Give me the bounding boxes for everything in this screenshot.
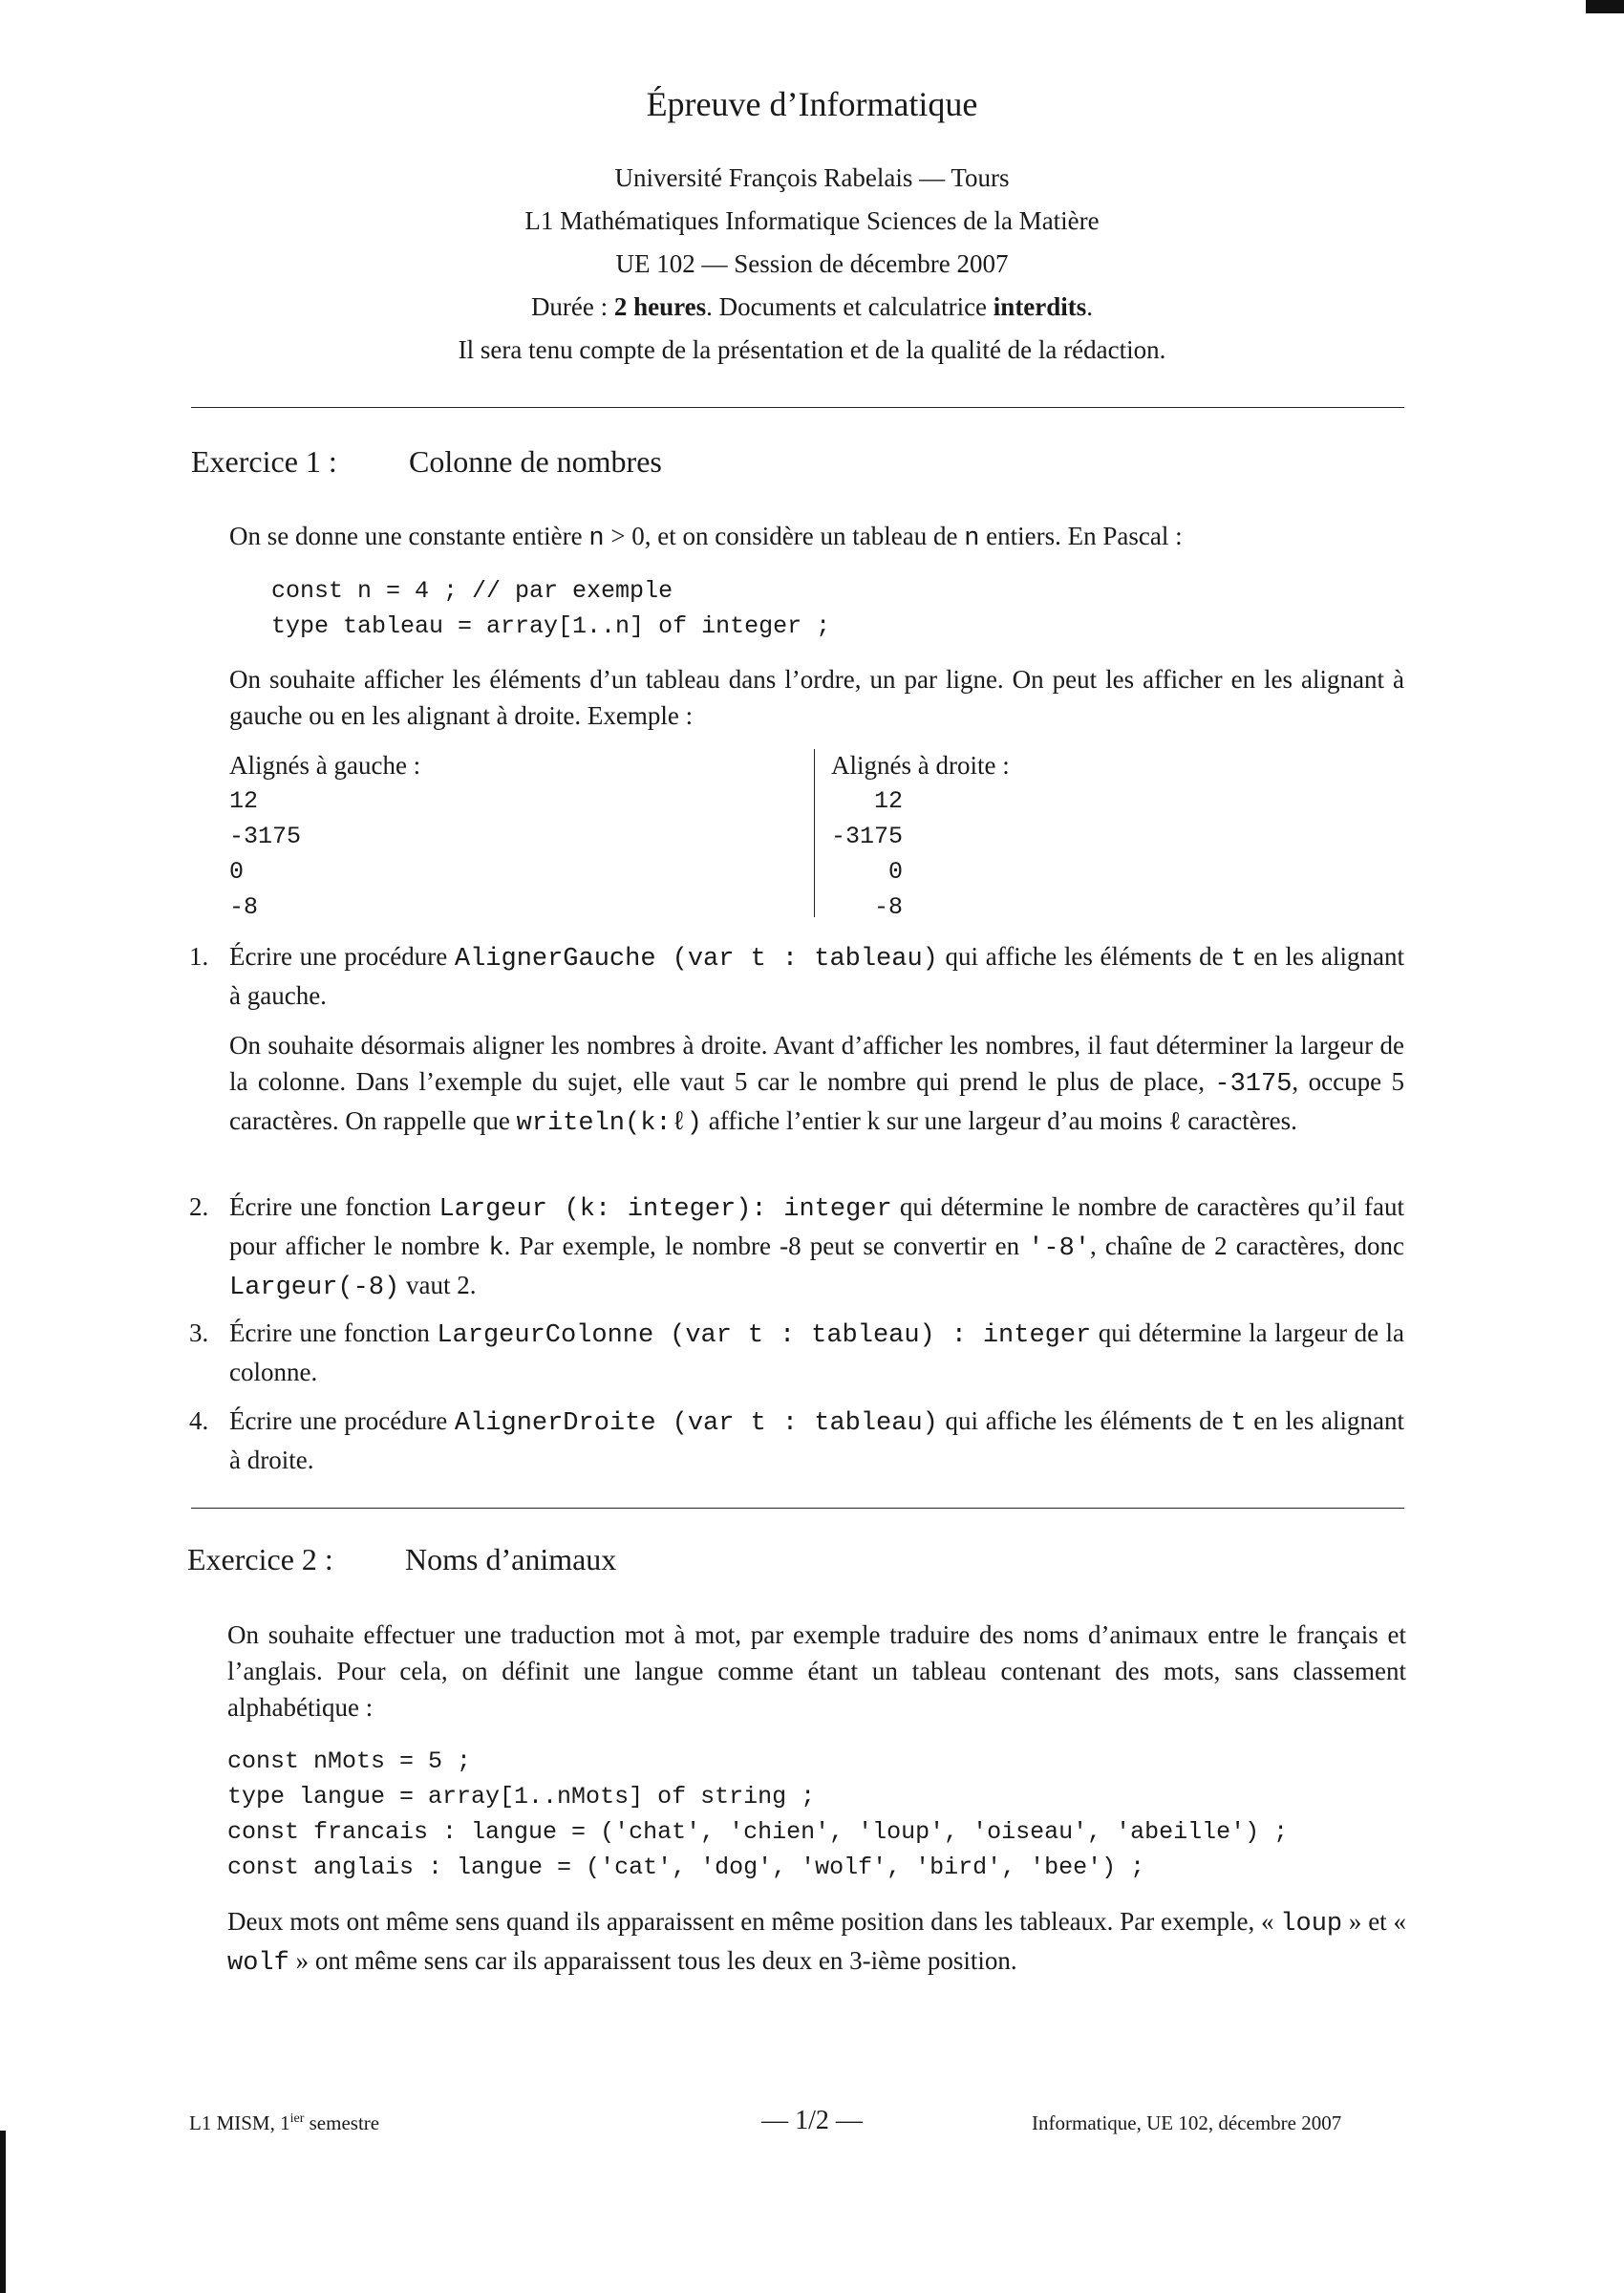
page-number: — 1/2 — [761,2106,863,2135]
question-4: 4. Écrire une procédure AlignerDroite (var t : tableau) qui affiche les éléments de t en les alignant à droite. [189,1406,1404,1474]
footer-left: L1 MISM, $1^{ier}$ semestre [189,2111,380,2134]
exercise-2-heading [187,1542,616,1577]
program-line: L1 Mathématiques Informatique Sciences de la Matière [524,206,1100,235]
exercise-1-number: Exercice 1 : [191,444,337,479]
exam-header [0,84,1624,372]
footer-right: Informatique, UE 102, décembre 2007 [1032,2111,1342,2134]
exercise-1-title: Colonne de nombres [409,444,662,479]
left-aligned-label: Alignés à gauche : [229,751,421,780]
exercise-2-number: Exercice 2 : [187,1542,333,1576]
session-line: UE 102 — Session de décembre 2007 [615,249,1009,278]
duration-line: Durée : 2 heures. Documents et calculatrice interdits. [530,292,1094,321]
separator-rule [191,407,1404,408]
right-aligned-example [831,747,1010,925]
exercise-1-heading [191,444,662,480]
exercise-1-display-text: On souhaite afficher les éléments d’un tableau dans l’ordre, un par ligne. On peut les afficher en les alignant à gauche ou en les alignant à droite. Exemple : [229,665,1404,730]
question-1: 1. Écrire une procédure AlignerGauche (var t : tableau) qui affiche les éléments de t en les alignant à gauche. [189,942,1404,1010]
example-column-divider [814,749,815,917]
question-3: 3. Écrire une fonction LargeurColonne (var t : tableau) : integer qui détermine la largeur de la colonne. [189,1318,1405,1386]
exam-title: Épreuve d’Informatique [646,85,978,123]
right-align-transition: On souhaite désormais aligner les nombres à droite. Avant d’afficher les nombres, il faut déterminer la largeur de la colonne. Dans l’exemple du sujet, elle vaut 5 car le nombre qui prend le plus de place, -3175, occupe 5 caractères. On rappelle que writeln(k:ℓ) affiche l’entier k sur une largeur d’au moins ℓ caractères. [229,1031,1405,1138]
exercise-2-intro: On souhaite effectuer une traduction mot à mot, par exemple traduire des noms d’animaux entre le français et l’anglais. Pour cela, on définit une langue comme étant un tableau contenant des mots, sans classement alphabétique : [227,1620,1406,1722]
exercise-2-code: const nMots = 5 ; type langue = array[1..nMots] of string ; const francais : langue = ('chat', 'chien', 'loup', 'oiseau', 'abeille') ; const anglais : langue = ('cat', 'dog', 'wolf', 'bird', 'bee') ; [227,1747,1289,1881]
university-line: Université François Rabelais — Tours [614,163,1010,192]
presentation-note: Il sera tenu compte de la présentation et de la qualité de la rédaction. [458,335,1166,364]
scan-border-top [1586,0,1624,13]
right-aligned-label: Alignés à droite : [831,751,1010,780]
left-aligned-values: 12 -3175 0 -8 [229,787,302,921]
question-2: 2. Écrire une fonction Largeur (k: integer): integer qui détermine le nombre de caractères qu’il faut pour afficher le nombre k. Par exemple, le nombre -8 peut se convertir en '-8', chaîne de 2 caractères, donc Largeur(-8) vaut 2. [189,1192,1404,1302]
scan-border-left [0,2131,6,2293]
separator-rule [191,1508,1404,1509]
same-meaning-paragraph: Deux mots ont même sens quand ils apparaissent en même position dans les tableaux. Par exemple, « loup » et « wolf » ont même sens car ils apparaissent tous les deux en 3-ième position. [227,1907,1406,1978]
right-aligned-values: 12 -3175 0 -8 [831,787,904,921]
exercise-2-title: Noms d’animaux [405,1542,617,1576]
exercise-1-intro: On se donne une constante entière n > 0, et on considère un tableau de n entiers. En Pascal : [229,522,1183,553]
exercise-1-code: const n = 4 ; // par exemple type tableau = array[1..n] of integer ; [271,577,831,640]
left-aligned-example [229,747,420,925]
